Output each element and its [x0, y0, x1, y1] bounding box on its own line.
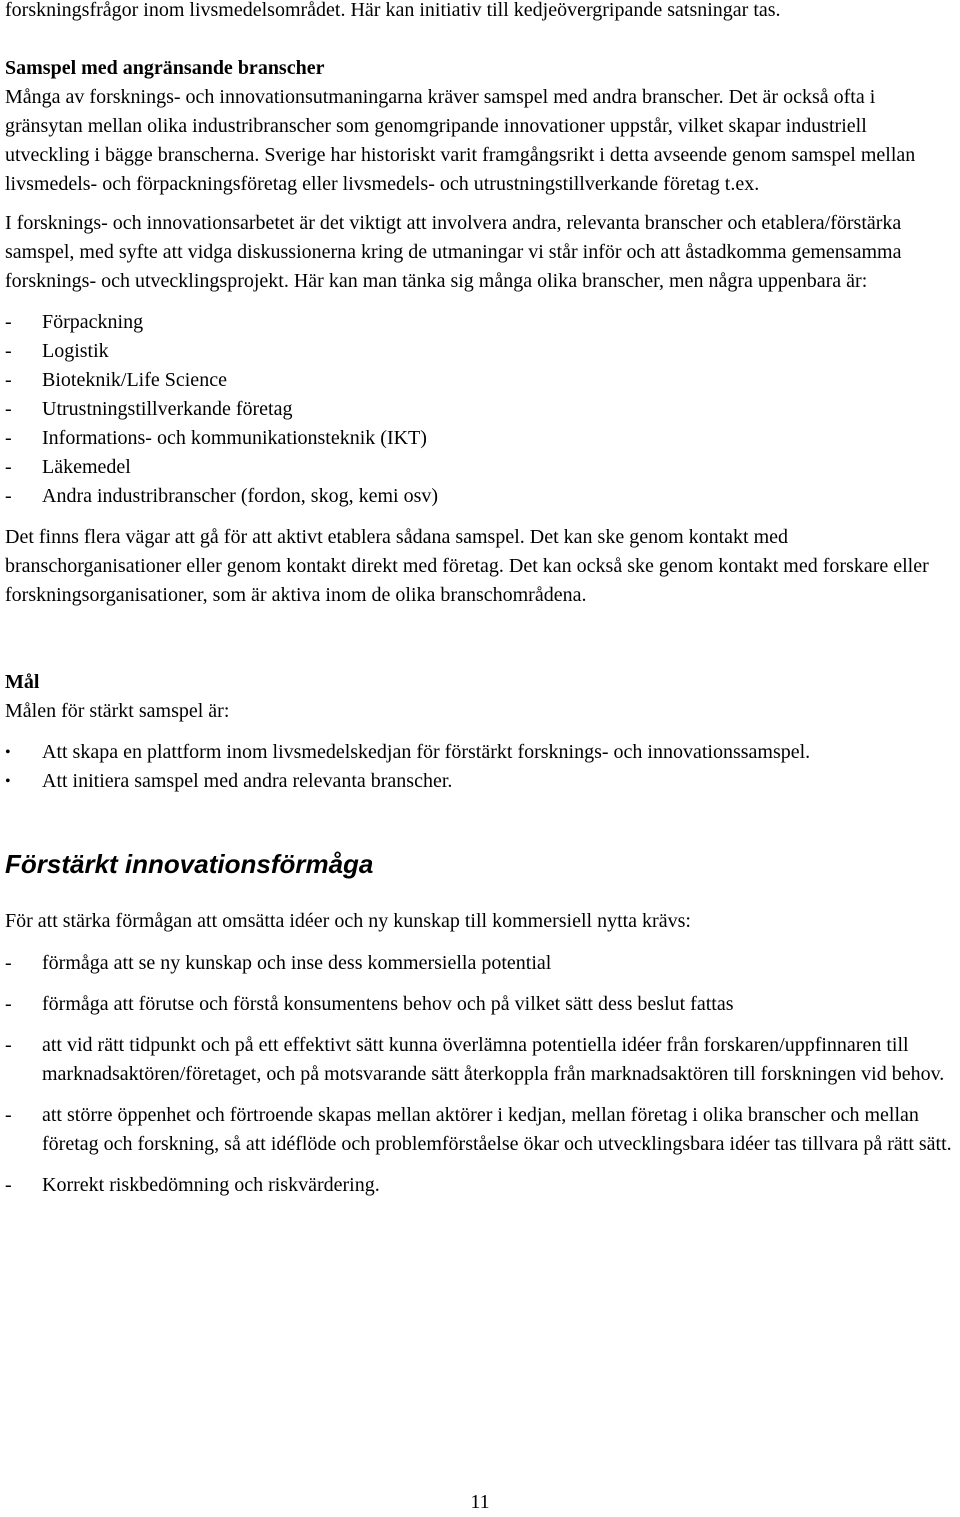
list-item: - Utrustningstillverkande företag [5, 398, 293, 420]
list-item: - Läkemedel [5, 456, 131, 478]
intro-continued-paragraph: forskningsfrågor inom livsmedelsområdet. Här kan initiativ till kedjeövergripande satsningar tas. [5, 0, 781, 21]
section-title: Förstärkt innovationsförmåga [5, 849, 374, 879]
list-item: - Korrekt riskbedömning och riskvärdering. [5, 1174, 380, 1196]
list-item: • Att skapa en plattform inom livsmedelskedjan för förstärkt forsknings- och innovationssamspel. [5, 741, 811, 763]
list-item: - att vid rätt tidpunkt och på ett effektivt sätt kunna överlämna potentiella idéer från forskaren/uppfinnaren till marknadsaktören/företaget, och på motsvarande sätt återkoppla från marknadsaktören till forskningen vid behov. [5, 1034, 945, 1085]
innovation-intro: För att stärka förmågan att omsätta idéer och ny kunskap till kommersiell nytta krävs: [5, 910, 691, 932]
samspel-paragraph-3: Det finns flera vägar att gå för att aktivt etablera sådana samspel. Det kan ske genom kontakt med branschorganisationer eller genom kontakt direkt med företag. Det kan också ske genom kontakt med forskare eller forskningsorganisationer, som är aktiva inom de olika branschområdena. [5, 526, 929, 606]
list-item: - Förpackning [5, 311, 144, 333]
list-item: - Andra industribranscher (fordon, skog, kemi osv) [5, 485, 439, 507]
list-item: - Bioteknik/Life Science [5, 369, 227, 391]
mal-intro: Målen för stärkt samspel är: [5, 700, 230, 722]
list-item: - Logistik [5, 340, 109, 362]
requirement-list [5, 949, 955, 1200]
samspel-heading: Samspel med angränsande branscher [5, 57, 325, 79]
document-page [5, 0, 955, 1200]
samspel-paragraph-1: Många av forsknings- och innovationsutmaningarna kräver samspel med andra branscher. Det är också ofta i gränsytan mellan olika industribranscher som genomgripande innovationer uppstår, vilket skapar industriell utveckling i bägge branscherna. Sverige har historiskt varit framgångsrikt i detta avseende genom samspel mellan livsmedels- och förpackningsföretag eller livsmedels- och utrustningstillverkande företag t.ex. [5, 86, 916, 195]
list-item: - att större öppenhet och förtroende skapas mellan aktörer i kedjan, mellan företag i olika branscher och mellan företag och forskning, så att idéflöde och problemförståelse ökar och utvecklingsbara idéer tas tillvara på rätt sätt. [5, 1104, 952, 1155]
mal-heading: Mål [5, 671, 40, 693]
list-item: • Att initiera samspel med andra relevanta branscher. [5, 770, 453, 792]
branch-list [5, 308, 955, 511]
samspel-paragraph-2: I forsknings- och innovationsarbetet är det viktigt att involvera andra, relevanta branscher och etablera/förstärka samspel, med syfte att vidga diskussionerna kring de utmaningar vi står inför och att åstadkomma gemensamma forsknings- och utvecklingsprojekt. Här kan man tänka sig många olika branscher, men några uppenbara är: [5, 212, 902, 292]
goal-list [5, 738, 955, 796]
list-item: - förmåga att se ny kunskap och inse dess kommersiella potential [5, 952, 552, 974]
page-number: 11 [470, 1491, 490, 1513]
list-item: - förmåga att förutse och förstå konsumentens behov och på vilket sätt dess beslut fattas [5, 993, 734, 1015]
list-item: - Informations- och kommunikationsteknik (IKT) [5, 427, 427, 449]
